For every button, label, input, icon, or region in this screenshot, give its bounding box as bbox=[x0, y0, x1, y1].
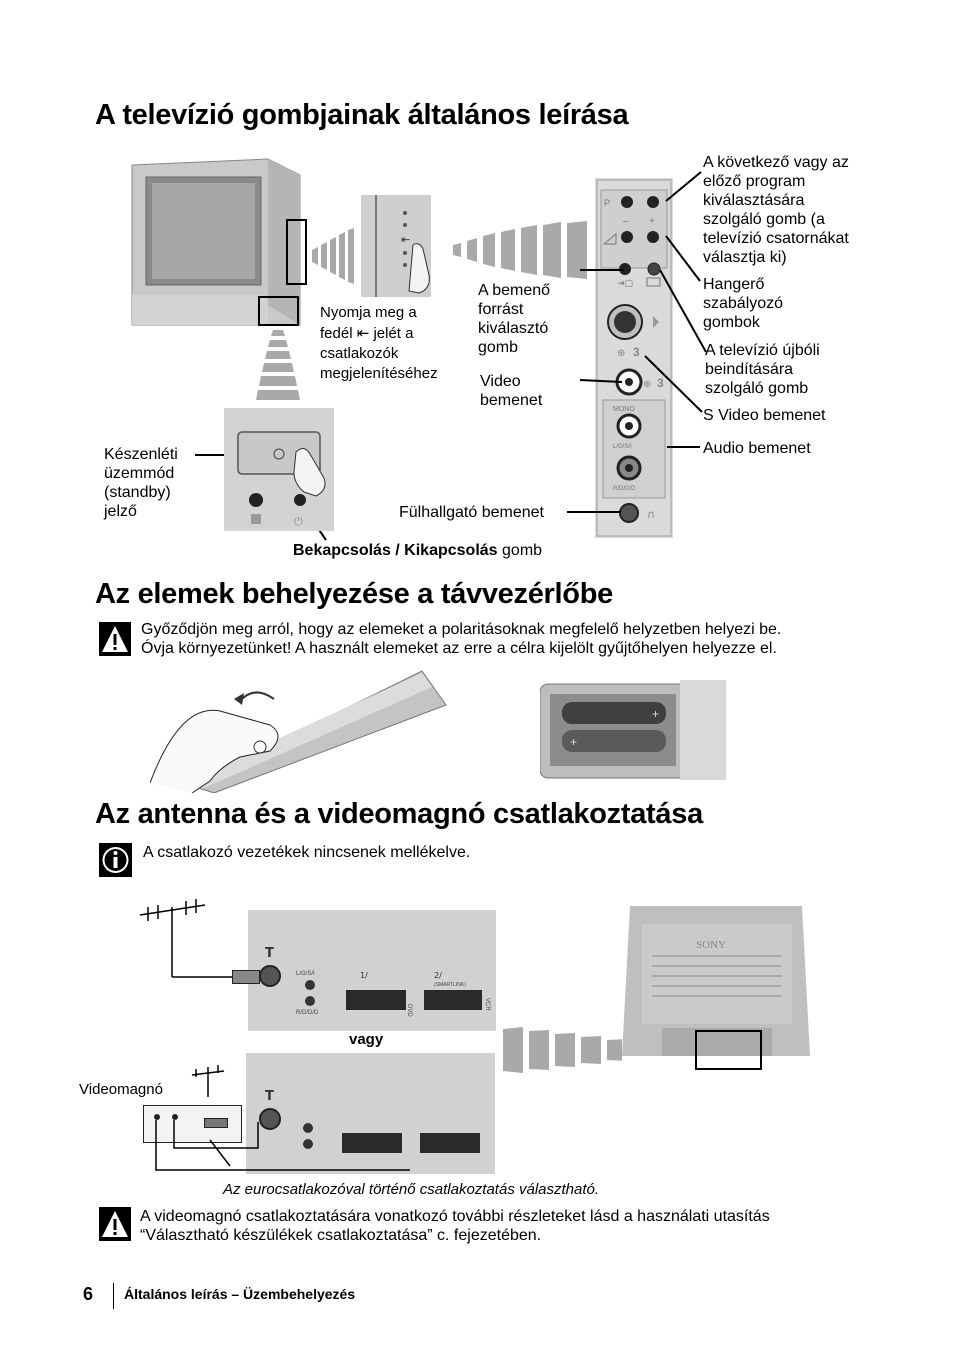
label-svideo: S Video bemenet bbox=[703, 407, 826, 424]
section-title-batteries: Az elemek behelyezése a távvezérlőbe bbox=[95, 578, 613, 610]
antenna-symbol-icon-2: T bbox=[265, 1089, 274, 1104]
video-input-icon: ⊕ bbox=[643, 379, 652, 390]
section-title-antenna: Az antenna és a videomagnó csatlakoztatása bbox=[95, 798, 703, 830]
label-standby: Készenléti üzemmód (standby) jelző bbox=[104, 446, 178, 520]
or-label: vagy bbox=[349, 1031, 384, 1048]
scart-2-label: 2/ bbox=[434, 971, 442, 980]
standby-indicator bbox=[249, 493, 263, 507]
label-power: Bekapcsolás / Kikapcsolás gomb bbox=[293, 542, 543, 559]
label-press-cover: Nyomja meg a fedél ⇤ jelét a csatlakozók megjelenítéséhez bbox=[320, 304, 438, 382]
panel-three-b: 3 bbox=[657, 376, 664, 390]
door-arrow-icon: ⇤ bbox=[356, 324, 370, 342]
panel-three-a: 3 bbox=[633, 345, 640, 359]
warning-icon bbox=[99, 622, 131, 656]
panel-p-label: P bbox=[604, 198, 611, 208]
power-button[interactable] bbox=[294, 494, 306, 506]
battery-plus-icon-2: + bbox=[570, 735, 578, 749]
zoom-wedge-down bbox=[256, 330, 300, 400]
headphone-icon: ∩ bbox=[647, 508, 656, 521]
vcr-label: Videomagnó bbox=[79, 1081, 163, 1098]
panel-lgsi: L/G/S/I bbox=[613, 444, 632, 450]
battery-compartment-photo bbox=[540, 680, 726, 780]
input-select-icon: ⇥▢ bbox=[617, 279, 634, 289]
antenna-plug bbox=[232, 970, 260, 984]
rear-audio-left[interactable] bbox=[305, 980, 315, 990]
antenna-info-text: A csatlakozó vezetékek nincsenek mellékelve. bbox=[143, 844, 471, 861]
antenna-socket[interactable] bbox=[260, 966, 280, 986]
battery-warning-text: Győződjön meg arról, hogy az elemeket a polaritásoknak megfelelő helyzetben helyezi be. Óvja környezetünket! A használt elemeket az erre a célra kijelölt gyűjtőhelyen helyezze el. bbox=[141, 621, 782, 657]
scart-1-label: 1/ bbox=[360, 971, 368, 980]
rear-l-label: L/G/S/I bbox=[296, 971, 315, 977]
label-audio: Audio bemenet bbox=[703, 440, 811, 457]
info-icon bbox=[99, 843, 132, 877]
vcr-warning-text: A videomagnó csatlakoztatására vonatkozó további részleteket lásd a használati utasítás “Választható készülékek csatlakoztatása” c. fejezetében. bbox=[140, 1208, 770, 1244]
label-volume: Hangerő szabályozó gombok bbox=[703, 276, 784, 331]
scart-1-socket[interactable] bbox=[346, 990, 406, 1010]
svg-text:⇤: ⇤ bbox=[401, 233, 411, 246]
standby-icon bbox=[251, 514, 261, 524]
warning-icon-2 bbox=[99, 1207, 131, 1241]
panel-rdd: R/D/D/D bbox=[613, 486, 636, 492]
power-icon: ⏻ bbox=[294, 515, 303, 528]
rear-audio-right[interactable] bbox=[305, 996, 315, 1006]
label-headphone: Fülhallgató bemenet bbox=[399, 504, 544, 521]
vcr-tag-label: VCR bbox=[484, 998, 490, 1011]
panel-minus: – bbox=[623, 216, 629, 227]
svideo-input-icon: ⊕ bbox=[617, 348, 626, 359]
smartlink-label: (SMARTLINK) bbox=[434, 982, 466, 988]
page-number: 6 bbox=[83, 1284, 94, 1304]
vcr-cable-lines bbox=[140, 1100, 440, 1180]
label-restart: A televízió újbóli beindítására szolgáló gomb bbox=[705, 342, 820, 397]
power-panel-photo bbox=[224, 408, 334, 531]
tv-brand-logo: SONY bbox=[696, 939, 726, 951]
tv-rear-highlight bbox=[695, 1030, 762, 1070]
label-input-select: A bemenő forrást kiválasztó gomb bbox=[478, 282, 551, 356]
rear-r-label: R/D/D/D bbox=[296, 1010, 319, 1016]
battery-plus-icon: + bbox=[652, 707, 660, 721]
panel-mono: MONO bbox=[613, 406, 635, 413]
footer-divider bbox=[113, 1283, 114, 1309]
antenna-symbol-icon: T bbox=[265, 946, 274, 961]
label-video-in: Video bemenet bbox=[480, 373, 543, 409]
rear-panel-photo-antenna bbox=[248, 910, 496, 1031]
scart-2-socket[interactable] bbox=[424, 990, 482, 1010]
scart-caption: Az eurocsatlakozóval történő csatlakoztatás választható. bbox=[223, 1181, 600, 1198]
dvd-label: DVD bbox=[406, 1004, 412, 1017]
section-title-controls: A televízió gombjainak általános leírása bbox=[95, 99, 629, 131]
remote-open-illustration bbox=[150, 665, 450, 793]
footer-title: Általános leírás – Üzembehelyezés bbox=[124, 1286, 356, 1302]
label-next-prev-program: A következő vagy az előző program kiválasztására szolgáló gomb (a televízió csatornákat választja ki) bbox=[703, 154, 849, 266]
panel-plus: + bbox=[649, 216, 655, 227]
